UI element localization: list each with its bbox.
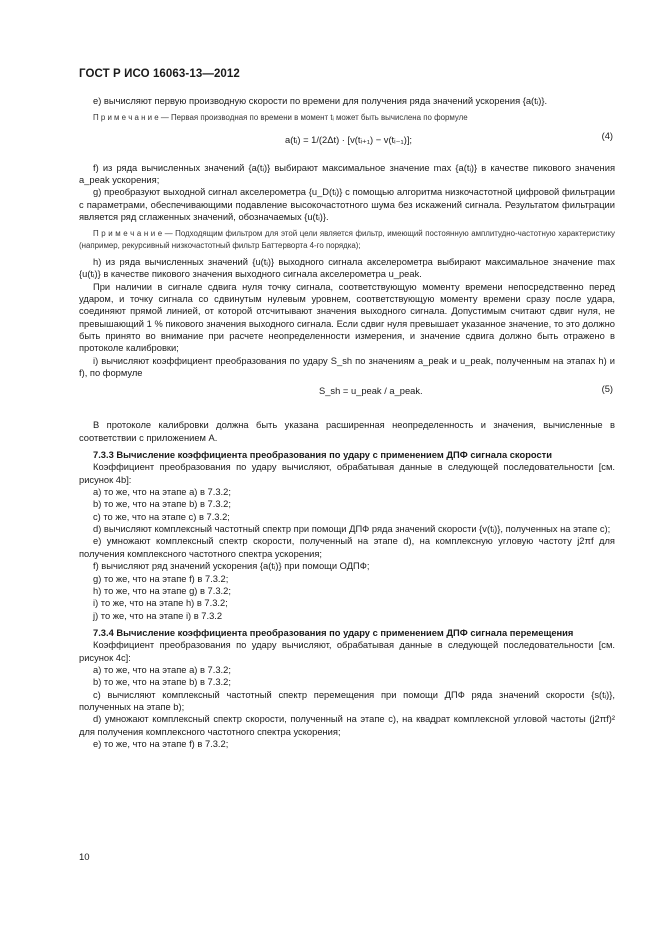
document-body <box>79 95 615 750</box>
equation-5-number: (5) <box>601 384 613 395</box>
section-7-3-3-heading: 7.3.3 Вычисление коэффициента преобразования по удару с применением ДПФ сигнала скорости <box>93 450 552 461</box>
list-item: d) умножают комплексный спектр скорости, полученный на этапе c), на квадрат комплексной угловой частоты (j2πf)² для получения комплексного частотного спектра ускорения; <box>79 714 615 737</box>
section-7-3-3-list <box>79 486 615 622</box>
list-item: b) то же, что на этапе b) в 7.3.2; <box>93 677 231 688</box>
note-1: П р и м е ч а н и е — Первая производная по времени в момент tᵢ может быть вычислена по формуле <box>93 113 468 123</box>
list-item: c) то же, что на этапе c) в 7.3.2; <box>93 511 230 522</box>
step-f: f) из ряда вычисленных значений {a(tᵢ)} выбирают максимальное значение max {a(tᵢ)} в качестве пикового значения a_peak ускорения; <box>79 162 615 185</box>
step-h: h) из ряда вычисленных значений {u(tᵢ)} выходного сигнала акселерометра выбирают максимальное значение max {u(tᵢ)} в качестве пикового значения выходного сигнала акселерометра u_peak. <box>79 256 615 280</box>
list-item: d) вычисляют комплексный частотный спектр при помощи ДПФ ряда значений скорости {v(tᵢ)}, полученных на этапе c); <box>93 524 611 535</box>
protocol-paragraph: В протоколе калибровки должна быть указана расширенная неопределенность и значения, вычисленные в соответствии с приложением А. <box>79 420 615 443</box>
list-item: e) умножают комплексный спектр скорости, полученный на этапе d), на комплексную угловую частоту j2πf для получения комплексного частотного спектра ускорения; <box>79 536 615 559</box>
list-item: f) вычисляют ряд значений ускорения {a(tᵢ)} при помощи ОДПФ; <box>93 561 370 572</box>
list-item: a) то же, что на этапе a) в 7.3.2; <box>93 487 231 498</box>
step-g: g) преобразуют выходной сигнал акселерометра {u_D(tᵢ)} с помощью алгоритма низкочастотной цифровой фильтрации с параметрами, обеспечивающими подавление высокочастотного шума без искажений сигнала. Результатом фильтрации является ряд сглаженных значений, обозначаемых {u(tᵢ)}. <box>79 187 615 223</box>
equation-4 <box>79 124 615 162</box>
zero-shift-paragraph: При наличии в сигнале сдвига нуля точку сигнала, соответствующую моменту времени непосредственно перед ударом, и точку сигнала со сдвинутым нулевым уровнем, соответствующую моменту времени сразу после удара, соединяют прямой линией, от которой отсчитывают значения выходного сигнала. Допустимым считают сдвиг нуля, не превышающий 1 % пикового значения выходного сигнала. Если сдвиг нуля превышает указанное значение, то это должно быть принято во внимание при расчете неопределенности измерения, и значение сдвига должно быть отражено в протоколе калибровки; <box>79 281 615 354</box>
equation-4-formula: a(tᵢ) = 1/(2Δt) · [v(tᵢ₊₁) − v(tᵢ₋₁)]; <box>285 134 413 145</box>
step-i: i) вычисляют коэффициент преобразования по удару S_sh по значениям a_peak и u_peak, полученным на этапах h) и f), по формуле <box>79 355 615 379</box>
section-7-3-4-intro: Коэффициент преобразования по удару вычисляют, обрабатывая данные в следующей последовательности [см. рисунок 4c]: <box>79 640 615 663</box>
list-item: a) то же, что на этапе a) в 7.3.2; <box>93 664 231 675</box>
list-item: e) то же, что на этапе f) в 7.3.2; <box>93 738 229 749</box>
equation-4-number: (4) <box>601 130 613 141</box>
section-7-3-4-heading: 7.3.4 Вычисление коэффициента преобразования по удару с применением ДПФ сигнала перемещения <box>93 627 574 638</box>
equation-5 <box>79 379 615 419</box>
note-2: П р и м е ч а н и е — Подходящим фильтром для этой цели является фильтр, имеющий постоянную амплитудно-частотную характеристику (например, рекурсивный низкочастотный фильтр Баттерворта 4-го порядка); <box>79 229 615 250</box>
list-item: c) вычисляют комплексный частотный спектр перемещения при помощи ДПФ ряда значений скорости {s(tᵢ)}, полученных на этапе b); <box>79 689 615 712</box>
section-7-3-3-intro: Коэффициент преобразования по удару вычисляют, обрабатывая данные в следующей последовательности [см. рисунок 4b]: <box>79 462 615 485</box>
page-number: 10 <box>79 852 90 863</box>
list-item: h) то же, что на этапе g) в 7.3.2; <box>93 585 231 596</box>
section-7-3-4-list <box>79 664 615 750</box>
equation-5-formula: S_sh = u_peak / a_peak. <box>319 386 423 397</box>
list-item: i) то же, что на этапе h) в 7.3.2; <box>93 598 228 609</box>
step-e: e) вычисляют первую производную скорости по времени для получения ряда значений ускорения {a(tᵢ)}. <box>93 96 548 106</box>
list-item: g) то же, что на этапе f) в 7.3.2; <box>93 573 229 584</box>
page-header: ГОСТ Р ИСО 16063-13—2012 <box>79 68 240 80</box>
list-item: j) то же, что на этапе i) в 7.3.2 <box>93 610 223 621</box>
list-item: b) то же, что на этапе b) в 7.3.2; <box>93 499 231 510</box>
